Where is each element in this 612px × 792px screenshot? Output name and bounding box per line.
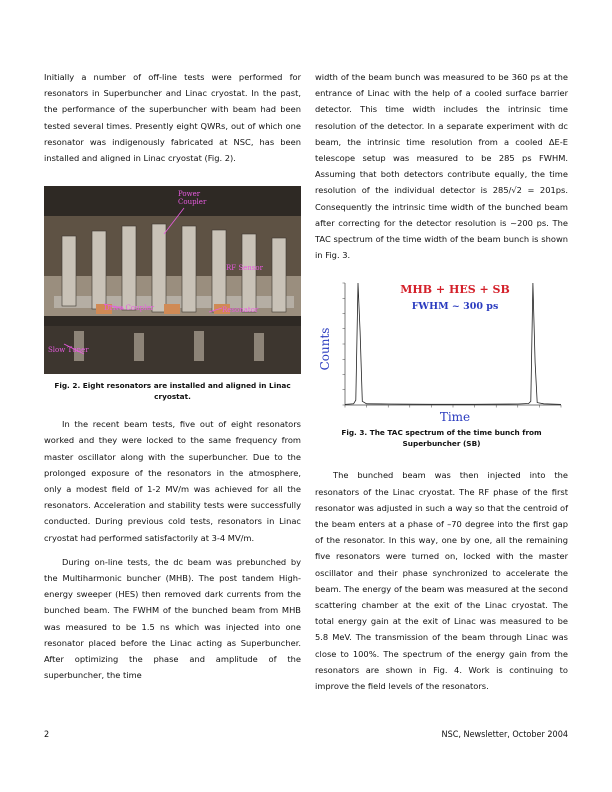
chart-xlabel: Time xyxy=(439,410,471,424)
label-drive-coupler: Drive Coupler xyxy=(104,304,154,313)
resonators-photo xyxy=(44,186,301,374)
chart-svg xyxy=(315,277,568,423)
right-column xyxy=(315,69,568,702)
paragraph: width of the beam bunch was measured to be 360 ps at the entrance of Linac with the help of a cooled surface barrier detector. This time width includes the intrinsic time resolution of the detector. In a separate experiment with dc beam, the intrinsic time resolution from a cooled ΔE-E telescope setup was measured to be 285 ps FWHM. Assuming that both detectors contribute equally, the time resolution of the individual detector is 285/√2 = 201ps. Consequently the intrinsic time width of the bunched beam after correcting for the detector resolution is ~200 ps. The TAC spectrum of the time width of the beam bunch is shown in Fig. 3. xyxy=(315,72,568,261)
paragraph: Initially a number of off-line tests were performed for resonators in Superbuncher and Linac cryostat. In the past, the performance of the superbuncher with beam had been tested several times. Presently eight QWRs, out of which one resonator was indigenously fabricated at NSC, has been installed and aligned in Linac cryostat (Fig. 2). xyxy=(44,72,301,164)
figure-2-caption: Fig. 2. Eight resonators are installed and aligned in Linac cryostat. xyxy=(54,381,291,402)
label-slow-tuner: Slow Tuner xyxy=(48,346,89,355)
chart-title: MHB + HES + SB xyxy=(400,283,510,297)
left-column xyxy=(44,69,301,691)
label-power-coupler: Power Coupler xyxy=(178,190,207,207)
chart-ylabel: Counts xyxy=(318,328,332,371)
publication-footer: NSC, Newsletter, October 2004 xyxy=(441,730,568,740)
label-rf-sensor: RF Sensor xyxy=(226,264,263,273)
chart-subtitle: FWHM ~ 300 ps xyxy=(411,301,499,313)
label-resonator: Resonator xyxy=(222,306,259,315)
page-number: 2 xyxy=(44,730,50,740)
paragraph: During on-line tests, the dc beam was prebunched by the Multiharmonic buncher (MHB). The post tandem High-energy sweeper (HES) then removed dark currents from the bunched beam. The FWHM of the bunched beam from MHB was measured to be 1.5 ns which was injected into one resonator placed before the Linac acting as Superbuncher. After optimizing the phase and amplitude of the superbuncher, the time xyxy=(44,556,301,681)
figure-3-caption: Fig. 3. The TAC spectrum of the time bunch from Superbuncher (SB) xyxy=(341,428,542,449)
paragraph: The bunched beam was then injected into the resonators of the Linac cryostat. The RF phase of the first resonator was adjusted in such a way so that the centroid of the beam enters at a phase of –70 degree into the first gap of the resonator. In this way, one by one, all the remaining five resonators were turned on, locked with the master oscillator and their phase synchronized to accelerate the beam. The energy of the beam was measured at the second scattering chamber at the exit of the Linac cryostat. The total energy gain at the exit of Linac was measured to be 5.8 MeV. The transmission of the beam through Linac was close to 100%. The spectrum of the energy gain from the resonators are shown in Fig. 4. Work is continuing to improve the field levels of the resonators. xyxy=(315,470,568,692)
tac-spectrum-chart xyxy=(315,277,568,423)
paragraph: In the recent beam tests, five out of eight resonators worked and they were locked to the same frequency from master oscillator along with the superbuncher. Due to the prolonged exposure of the resonators in the atmosphere, only a modest field of 1-2 MV/m was achieved for all the resonators. Acceleration and stability tests were successfully conducted. During previous cold tests, resonators in Linac cryostat had performed satisfactorily at 3-4 MV/m. xyxy=(44,419,301,543)
